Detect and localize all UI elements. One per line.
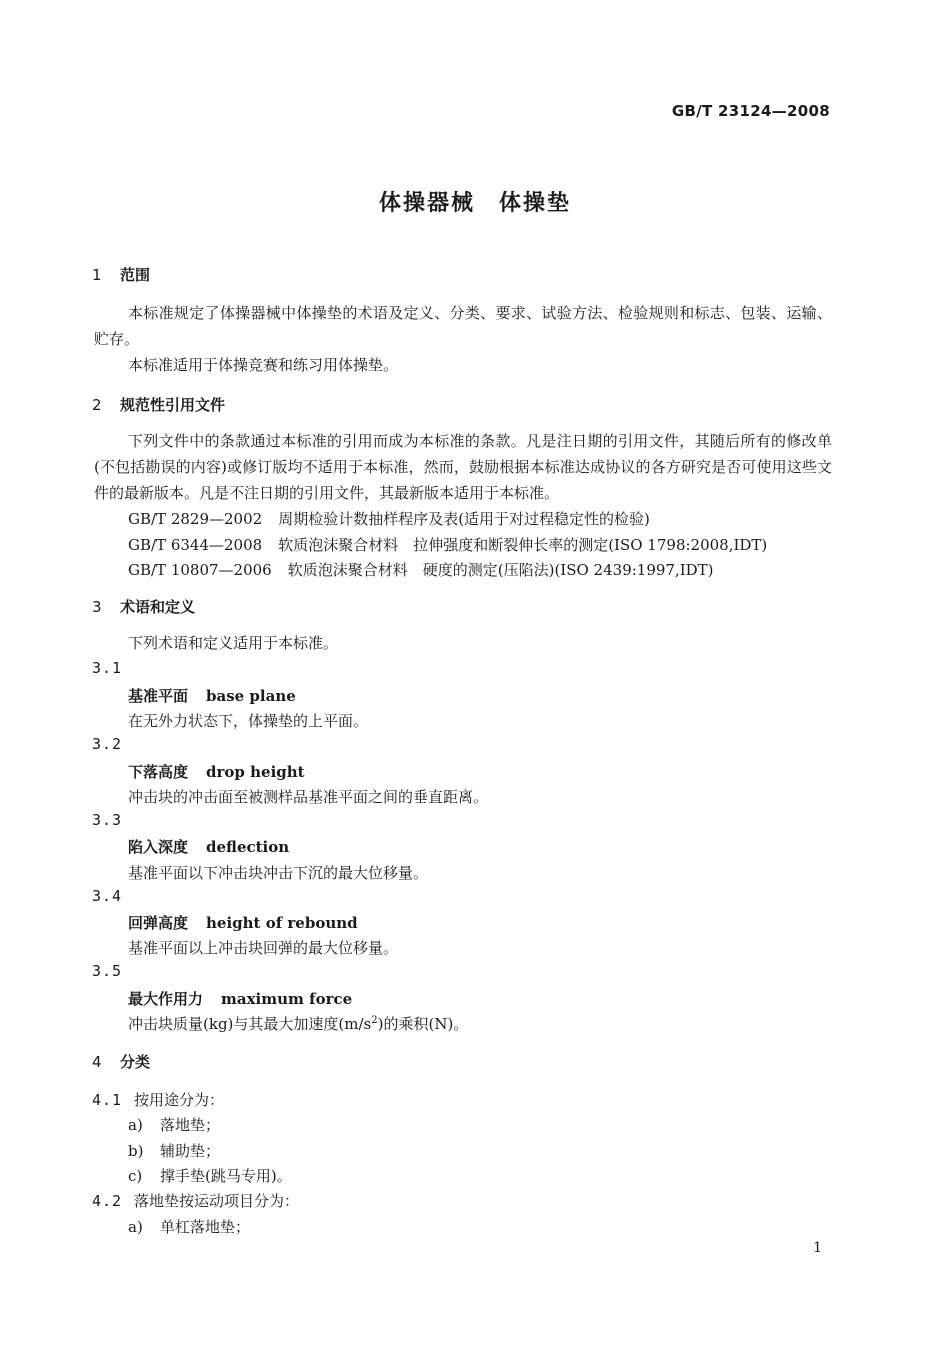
clause-number: 3.4 xyxy=(92,887,123,905)
clause-text: 按用途分为： xyxy=(134,1091,225,1109)
section-4-heading xyxy=(92,1051,150,1072)
clause-number: 4.1 xyxy=(92,1091,123,1109)
standard-number: GB/T 23124—2008 xyxy=(671,102,830,120)
term-definition xyxy=(128,1013,468,1034)
section-title: 分类 xyxy=(120,1053,151,1071)
definition-text-post: )的乘积(N)。 xyxy=(377,1015,469,1033)
reference-code: GB/T 2829—2002 xyxy=(128,510,263,528)
term-definition: 基准平面以下冲击块冲击下沉的最大位移量。 xyxy=(128,864,429,882)
scope-paragraph-1: 本标准规定了体操器械中体操垫的术语及定义、分类、要求、试验方法、检验规则和标志、包装、运输、贮存。 xyxy=(94,304,832,348)
term-zh: 下落高度 xyxy=(128,763,189,781)
term-en: deflection xyxy=(206,838,290,856)
term-zh: 最大作用力 xyxy=(128,990,204,1008)
clause-4-2 xyxy=(92,1190,299,1211)
clause-number: 4.2 xyxy=(92,1192,123,1210)
clause-text: 落地垫按运动项目分为： xyxy=(134,1192,300,1210)
section-1-heading xyxy=(92,264,150,285)
clause-number: 3.5 xyxy=(92,962,123,980)
section-2-heading xyxy=(92,394,225,415)
section-title: 规范性引用文件 xyxy=(120,396,226,414)
list-text: 撑手垫(跳马专用)。 xyxy=(160,1167,292,1185)
definition-text-pre: 冲击块质量(kg)与其最大加速度(m/s xyxy=(128,1015,372,1033)
term-heading xyxy=(128,988,352,1009)
reference-title: 软质泡沫聚合材料 硬度的测定(压陷法)(ISO 2439:1997,IDT) xyxy=(287,561,714,579)
reference-item xyxy=(128,534,767,555)
term-en: maximum force xyxy=(221,990,353,1008)
section-number: 3 xyxy=(92,598,102,616)
list-text: 辅助垫； xyxy=(160,1142,221,1160)
term-en: drop height xyxy=(206,763,305,781)
list-marker: b) xyxy=(128,1142,144,1160)
section-number: 4 xyxy=(92,1053,102,1071)
term-heading xyxy=(128,761,305,782)
list-item xyxy=(128,1140,220,1161)
list-item xyxy=(128,1216,250,1237)
clause-number: 3.2 xyxy=(92,735,123,753)
clause-number: 3.1 xyxy=(92,659,123,677)
list-marker: a) xyxy=(128,1218,143,1236)
scope-paragraph-2: 本标准适用于体操竞赛和练习用体操垫。 xyxy=(128,356,399,374)
term-definition: 在无外力状态下，体操垫的上平面。 xyxy=(128,712,369,730)
list-marker: c) xyxy=(128,1167,143,1185)
reference-item xyxy=(128,508,650,529)
terms-intro: 下列术语和定义适用于本标准。 xyxy=(128,634,339,652)
reference-code: GB/T 6344—2008 xyxy=(128,536,263,554)
references-paragraph: 下列文件中的条款通过本标准的引用而成为本标准的条款。凡是注日期的引用文件，其随后所有的修改单(不包括勘误的内容)或修订版均不适用于本标准，然而，鼓励根据本标准达成协议的各方研究是否可使用这些文件的最新版本。凡是不注日期的引用文件，其最新版本适用于本标准。 xyxy=(94,432,832,502)
list-text: 落地垫； xyxy=(160,1116,221,1134)
document-title: 体操器械 体操垫 xyxy=(378,191,571,216)
clause-number: 3.3 xyxy=(92,811,123,829)
list-text: 单杠落地垫； xyxy=(160,1218,251,1236)
section-number: 2 xyxy=(92,396,102,414)
term-en: base plane xyxy=(206,687,296,705)
term-heading xyxy=(128,685,296,706)
reference-item xyxy=(128,559,714,580)
section-number: 1 xyxy=(92,266,102,284)
page-number: 1 xyxy=(813,1240,822,1256)
term-zh: 陷入深度 xyxy=(128,838,189,856)
section-3-heading xyxy=(92,596,195,617)
list-marker: a) xyxy=(128,1116,143,1134)
term-zh: 回弹高度 xyxy=(128,914,189,932)
term-en: height of rebound xyxy=(206,914,358,932)
list-item xyxy=(128,1114,220,1135)
reference-code: GB/T 10807—2006 xyxy=(128,561,272,579)
term-zh: 基准平面 xyxy=(128,687,189,705)
term-heading xyxy=(128,836,289,857)
term-definition: 冲击块的冲击面至被测样品基准平面之间的垂直距离。 xyxy=(128,788,489,806)
section-title: 范围 xyxy=(120,266,151,284)
section-title: 术语和定义 xyxy=(120,598,196,616)
reference-title: 周期检验计数抽样程序及表(适用于对过程稳定性的检验) xyxy=(278,510,650,528)
term-definition: 基准平面以上冲击块回弹的最大位移量。 xyxy=(128,939,399,957)
term-heading xyxy=(128,912,358,933)
list-item xyxy=(128,1165,292,1186)
clause-4-1 xyxy=(92,1089,224,1110)
reference-title: 软质泡沫聚合材料 拉伸强度和断裂伸长率的测定(ISO 1798:2008,IDT) xyxy=(278,536,768,554)
superscript: 2 xyxy=(371,1015,378,1026)
